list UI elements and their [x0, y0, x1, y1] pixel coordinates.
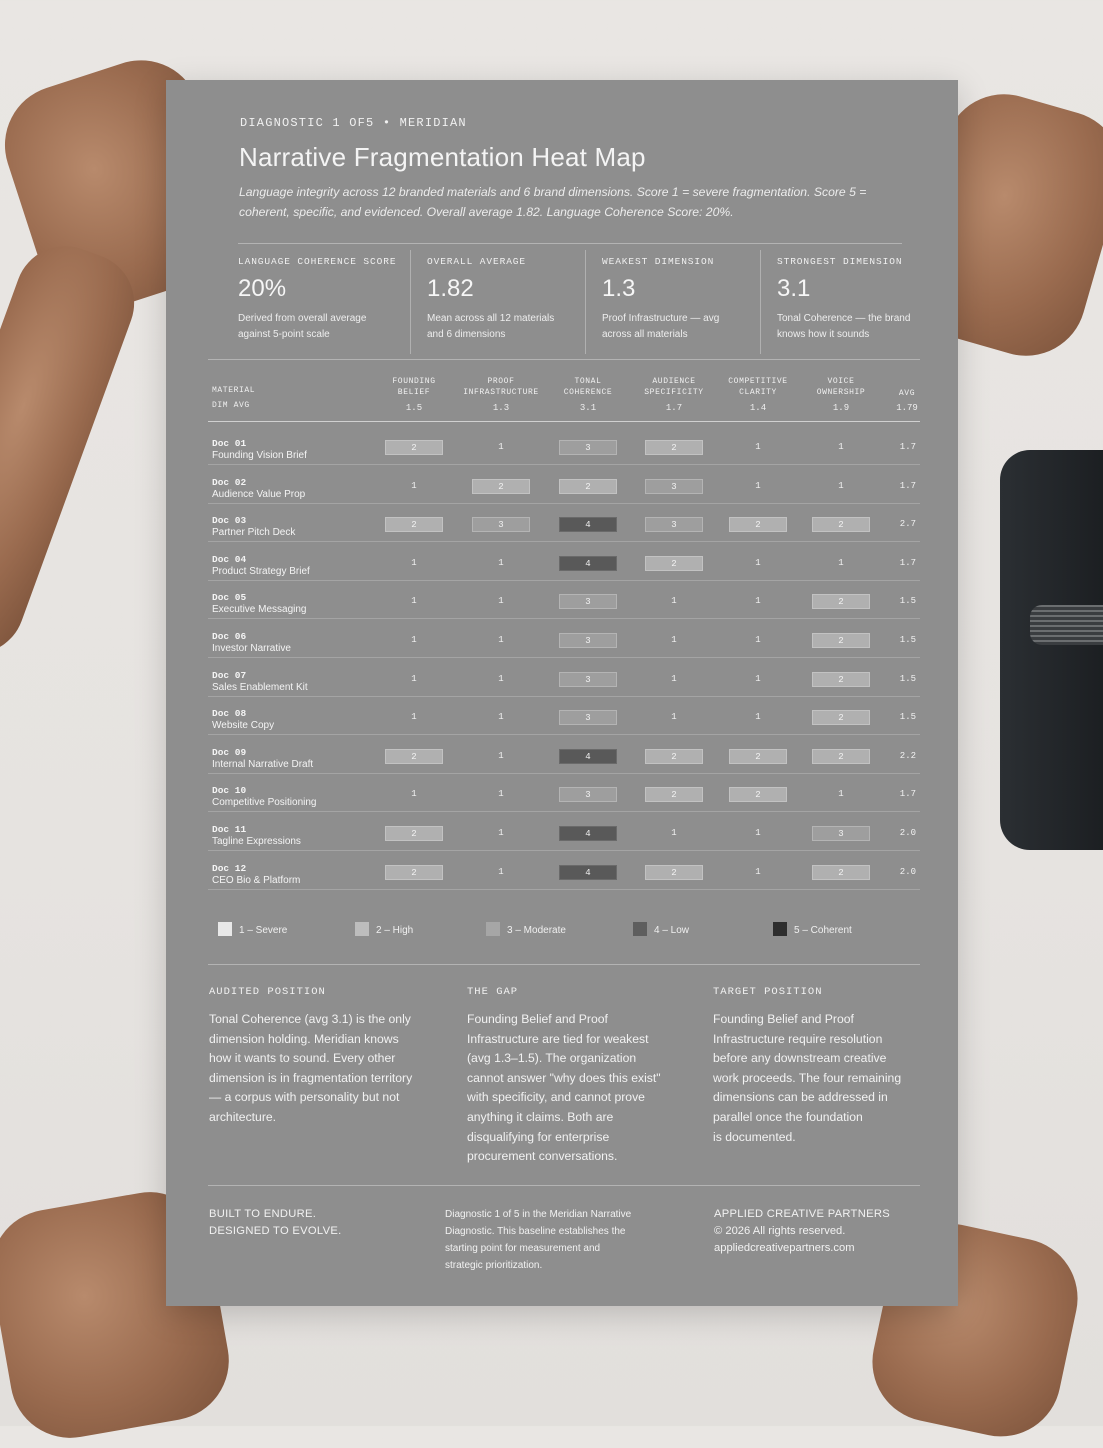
heat-cell: 2: [812, 517, 870, 532]
heat-cell: 1: [755, 480, 761, 491]
heat-cell: 1: [671, 596, 677, 607]
kpi-label: WEAKEST DIMENSION: [602, 256, 715, 267]
kpi-label: STRONGEST DIMENSION: [777, 256, 903, 267]
kpi-strongest-dimension: [777, 256, 937, 343]
doc-id: Doc 10: [212, 785, 247, 797]
text-line: before any downstream creative: [713, 1051, 887, 1066]
heat-cell: 2: [729, 749, 787, 764]
text-line: Infrastructure require resolution: [713, 1031, 883, 1046]
kpi-desc: Derived from overall average against 5-point scale: [238, 313, 367, 340]
doc-id: Doc 08: [212, 708, 247, 720]
heat-cell: 1: [498, 866, 504, 877]
row-avg: 1.5: [899, 596, 916, 607]
text-line: dimensions can be addressed in: [713, 1090, 888, 1105]
audited-position-heading: AUDITED POSITION: [209, 986, 326, 998]
dimension-header: [364, 376, 464, 398]
kpi-weakest-dimension: [602, 256, 762, 343]
left-arm: [0, 232, 148, 668]
poster: [166, 80, 958, 1306]
heat-cell: 2: [812, 710, 870, 725]
heat-cell: 2: [812, 633, 870, 648]
heat-cell: 1: [755, 673, 761, 684]
text-line: with specificity, and cannot prove: [467, 1090, 645, 1105]
kpi-value: 20%: [238, 275, 287, 302]
heat-cell: 1: [671, 828, 677, 838]
legend-item: [486, 922, 566, 936]
heat-cell: 1: [498, 750, 504, 761]
legend-swatch: [218, 922, 232, 936]
text-line: procurement conversations.: [467, 1149, 618, 1164]
heat-cell: 1: [755, 828, 761, 838]
text-line: architecture.: [209, 1109, 277, 1124]
heat-cell: 1: [498, 673, 504, 684]
kpi-value: 1.82: [427, 275, 474, 302]
text-line: work proceeds. The four remaining: [713, 1070, 902, 1085]
doc-id: Doc 04: [212, 553, 247, 565]
doc-name: Executive Messaging: [212, 604, 307, 616]
kpi-label: LANGUAGE COHERENCE SCORE: [238, 256, 397, 267]
row-avg: 2.2: [899, 750, 916, 761]
dimension-header-line: COHERENCE: [563, 388, 613, 397]
divider: [760, 250, 761, 354]
footer-line: BUILT TO ENDURE.: [209, 1208, 317, 1220]
divider: [208, 359, 920, 360]
dimension-header-line: TONAL: [574, 377, 602, 386]
heat-cell: 1: [755, 635, 761, 645]
footer-line: DESIGNED TO EVOLVE.: [209, 1225, 342, 1237]
dimension-header-line: BELIEF: [397, 388, 431, 397]
material-header: MATERIAL: [212, 386, 256, 395]
heat-cell: 2: [645, 749, 703, 764]
table-row: [208, 619, 920, 658]
text-line: dimension is in fragmentation territory: [209, 1070, 413, 1085]
heat-cell: 2: [385, 440, 443, 455]
heat-cell: 2: [729, 787, 787, 802]
divider: [410, 250, 411, 354]
doc-id: Doc 07: [212, 669, 247, 681]
doc-name: Tagline Expressions: [212, 836, 301, 847]
row-avg: 1.7: [899, 557, 916, 568]
right-sleeve: [1000, 450, 1103, 850]
text-line: is documented.: [713, 1129, 796, 1144]
kpi-value: 1.3: [602, 275, 636, 302]
doc-name: Founding Vision Brief: [212, 450, 307, 461]
legend-item: [218, 922, 287, 936]
text-line: disqualifying for enterprise: [467, 1129, 610, 1144]
target-position-text: [713, 1010, 901, 1147]
text-line: Founding Belief and Proof: [467, 1012, 608, 1026]
avg-header: AVG: [898, 389, 916, 398]
heat-cell: 2: [645, 556, 703, 571]
heat-cell: 1: [498, 557, 504, 568]
heat-cell: 2: [385, 749, 443, 764]
dimension-header-line: AUDIENCE: [652, 377, 696, 386]
text-line: Founding Belief and Proof: [713, 1012, 854, 1026]
table-row: [208, 658, 920, 697]
legend-item: [773, 922, 852, 936]
kpi-desc: Proof Infrastructure — avg across all materials: [602, 313, 720, 340]
page-title: Narrative Fragmentation Heat Map: [239, 142, 646, 172]
heat-cell: 1: [838, 442, 844, 452]
doc-name: Internal Narrative Draft: [212, 758, 314, 770]
footer-line: appliedcreativepartners.com: [714, 1242, 855, 1254]
doc-name: CEO Bio & Platform: [212, 874, 301, 886]
row-avg: 1.5: [899, 712, 916, 723]
dimension-header-line: OWNERSHIP: [816, 388, 866, 397]
heat-cell: 1: [671, 673, 677, 684]
dimension-avg: 1.4: [749, 403, 767, 413]
heat-cell: 3: [812, 826, 870, 841]
heat-cell: 1: [411, 557, 417, 568]
heat-cell: 3: [559, 710, 617, 725]
text-line: — a corpus with personality but not: [209, 1090, 400, 1105]
kpi-value: 3.1: [777, 275, 811, 302]
doc-id: Doc 06: [212, 631, 247, 642]
doc-name: Product Strategy Brief: [212, 565, 310, 577]
divider: [208, 1185, 920, 1186]
heat-cell: 1: [838, 789, 844, 800]
doc-id: Doc 12: [212, 862, 247, 874]
subtitle: Language integrity across 12 branded materials and 6 brand dimensions. Score 1 = severe fragmentation. Score 5 = coherent, specific, and evidenced. Overall average 1.82. Language Coherence Score: 20%.: [239, 185, 867, 219]
heat-cell: 1: [411, 789, 417, 800]
dimension-header-line: FOUNDING: [392, 377, 436, 386]
heat-cell: 2: [385, 826, 443, 841]
doc-name: Competitive Positioning: [212, 797, 317, 809]
the-gap-text: [467, 1010, 661, 1167]
heat-cell: 4: [559, 749, 617, 764]
dimension-header: [791, 376, 891, 398]
row-avg: 1.7: [899, 789, 916, 800]
text-line: dimension holding. Meridian knows: [209, 1031, 399, 1046]
doc-id: Doc 05: [212, 592, 247, 604]
row-avg: 1.7: [899, 480, 916, 491]
doc-name: Partner Pitch Deck: [212, 527, 296, 539]
heat-cell: 1: [498, 712, 504, 723]
table-row: [208, 773, 920, 812]
doc-name: Website Copy: [212, 720, 275, 732]
dim-avg-header: DIM AVG: [212, 401, 250, 410]
heat-cell: 3: [645, 517, 703, 532]
heat-cell: 2: [645, 440, 703, 455]
heat-cell: 2: [645, 865, 703, 880]
legend-swatch: [355, 922, 369, 936]
heat-cell: 1: [411, 635, 417, 645]
heat-cell: 2: [812, 594, 870, 609]
the-gap-heading: THE GAP: [467, 986, 519, 998]
doc-id: Doc 03: [212, 515, 247, 527]
divider: [208, 964, 920, 965]
heat-cell: 2: [812, 749, 870, 764]
avg-overall: 1.79: [896, 403, 918, 413]
dimension-avg: 1.3: [492, 403, 510, 413]
divider: [238, 243, 902, 244]
footer-line: starting point for measurement and: [445, 1243, 601, 1254]
kpi-desc: Tonal Coherence — the brand knows how it sounds: [777, 313, 911, 340]
heat-cell: 2: [729, 517, 787, 532]
legend-swatch: [633, 922, 647, 936]
text-line: anything it claims. Both are: [467, 1109, 614, 1124]
dimension-header-line: SPECIFICITY: [644, 388, 704, 397]
text-line: Infrastructure are tied for weakest: [467, 1031, 649, 1046]
footer-line: Diagnostic 1 of 5 in the Meridian Narrative: [445, 1209, 632, 1220]
footer-line: Diagnostic. This baseline establishes the: [445, 1226, 626, 1237]
dimension-avg: 1.9: [832, 403, 850, 413]
heat-cell: 3: [559, 672, 617, 687]
dimension-header-line: VOICE: [827, 377, 855, 386]
row-avg: 1.5: [899, 635, 916, 645]
target-position-heading: TARGET POSITION: [713, 986, 823, 998]
doc-id: Doc 11: [212, 824, 247, 835]
heat-cell: 2: [812, 672, 870, 687]
table-row: [208, 426, 920, 465]
heat-cell: 1: [671, 635, 677, 645]
heat-cell: 3: [559, 440, 617, 455]
heat-cell: 1: [498, 596, 504, 607]
legend-item: [355, 922, 413, 936]
footer-line: © 2026 All rights reserved.: [714, 1225, 846, 1237]
row-avg: 1.7: [899, 442, 916, 452]
heat-cell: 2: [385, 517, 443, 532]
legend-item: [633, 922, 689, 936]
heat-cell: 1: [755, 596, 761, 607]
kpi-coherence: [238, 256, 398, 343]
footer-line: APPLIED CREATIVE PARTNERS: [714, 1208, 890, 1220]
divider: [208, 421, 920, 422]
heat-cell: 1: [411, 596, 417, 607]
dimension-avg: 1.5: [405, 403, 423, 413]
kpi-desc: Mean across all 12 materials and 6 dimensions: [427, 313, 555, 340]
text-line: Tonal Coherence (avg 3.1) is the only: [209, 1012, 411, 1026]
doc-id: Doc 09: [212, 746, 247, 758]
heat-cell: 4: [559, 517, 617, 532]
text-line: cannot answer "why does this exist": [467, 1070, 661, 1085]
heat-cell: 1: [838, 480, 844, 491]
heat-cell: 2: [645, 787, 703, 802]
dimension-header-line: CLARITY: [739, 388, 777, 397]
heat-cell: 1: [755, 442, 761, 452]
dimension-header-line: COMPETITIVE: [728, 377, 788, 386]
table-row: [208, 735, 920, 774]
heat-cell: 1: [498, 442, 504, 452]
footer-note: [445, 1206, 631, 1274]
kicker: DIAGNOSTIC 1 OF5 • MERIDIAN: [240, 116, 467, 130]
heat-cell: 1: [755, 557, 761, 568]
dimension-header: [451, 376, 551, 398]
doc-name: Audience Value Prop: [212, 488, 306, 500]
table-row: [208, 503, 920, 542]
heat-cell: 4: [559, 865, 617, 880]
table-row: [208, 696, 920, 735]
dimension-header-line: INFRASTRUCTURE: [463, 388, 539, 397]
row-avg: 2.0: [899, 866, 916, 877]
text-line: (avg 1.3–1.5). The organization: [467, 1051, 637, 1066]
heat-cell: 1: [498, 635, 504, 645]
legend-label: 3 – Moderate: [507, 925, 566, 936]
heat-cell: 3: [472, 517, 530, 532]
dimension-avg: 3.1: [579, 403, 597, 413]
table-row: [208, 580, 920, 619]
right-sleeve-cuff: [1030, 605, 1103, 645]
table-row: [208, 465, 920, 504]
heat-cell: 1: [755, 712, 761, 723]
heat-cell: 1: [498, 789, 504, 800]
footer-tagline: [209, 1206, 342, 1240]
doc-name: Sales Enablement Kit: [212, 681, 308, 693]
audited-position-text: [209, 1010, 412, 1128]
heat-cell: 3: [559, 787, 617, 802]
legend-label: 1 – Severe: [239, 925, 288, 936]
dimension-header: [538, 376, 638, 398]
footer-line: strategic prioritization.: [445, 1260, 543, 1271]
heat-cell: 3: [645, 479, 703, 494]
footer-credits: [714, 1206, 890, 1257]
kpi-overall-average: [427, 256, 587, 343]
text-line: how it wants to sound. Every other: [209, 1051, 396, 1066]
heat-cell: 2: [472, 479, 530, 494]
legend-label: 2 – High: [376, 925, 414, 936]
heat-cell: 1: [411, 673, 417, 684]
legend-label: 4 – Low: [654, 925, 690, 936]
divider: [585, 250, 586, 354]
kpi-label: OVERALL AVERAGE: [427, 256, 527, 267]
table-row: [208, 812, 920, 851]
heat-cell: 2: [812, 865, 870, 880]
heat-cell: 1: [838, 557, 844, 568]
row-avg: 1.5: [899, 673, 916, 684]
heat-cell: 1: [498, 828, 504, 838]
doc-id: Doc 01: [212, 438, 247, 449]
heat-cell: 2: [385, 865, 443, 880]
dimension-avg: 1.7: [665, 403, 683, 413]
heat-cell: 4: [559, 556, 617, 571]
legend-swatch: [773, 922, 787, 936]
row-avg: 2.7: [899, 519, 916, 530]
heat-cell: 1: [411, 712, 417, 723]
heat-cell: 3: [559, 594, 617, 609]
table-row: [208, 851, 920, 890]
table-row: [208, 542, 920, 581]
doc-id: Doc 02: [212, 476, 247, 488]
heat-cell: 1: [671, 712, 677, 723]
heat-cell: 3: [559, 633, 617, 648]
doc-name: Investor Narrative: [212, 643, 291, 654]
dimension-header-line: PROOF: [487, 377, 515, 386]
heat-cell: 1: [411, 480, 417, 491]
row-avg: 2.0: [899, 828, 916, 838]
heat-cell: 4: [559, 826, 617, 841]
heat-cell: 1: [755, 866, 761, 877]
text-line: parallel once the foundation: [713, 1109, 863, 1124]
legend-label: 5 – Coherent: [794, 925, 852, 936]
legend-swatch: [486, 922, 500, 936]
heat-cell: 2: [559, 479, 617, 494]
